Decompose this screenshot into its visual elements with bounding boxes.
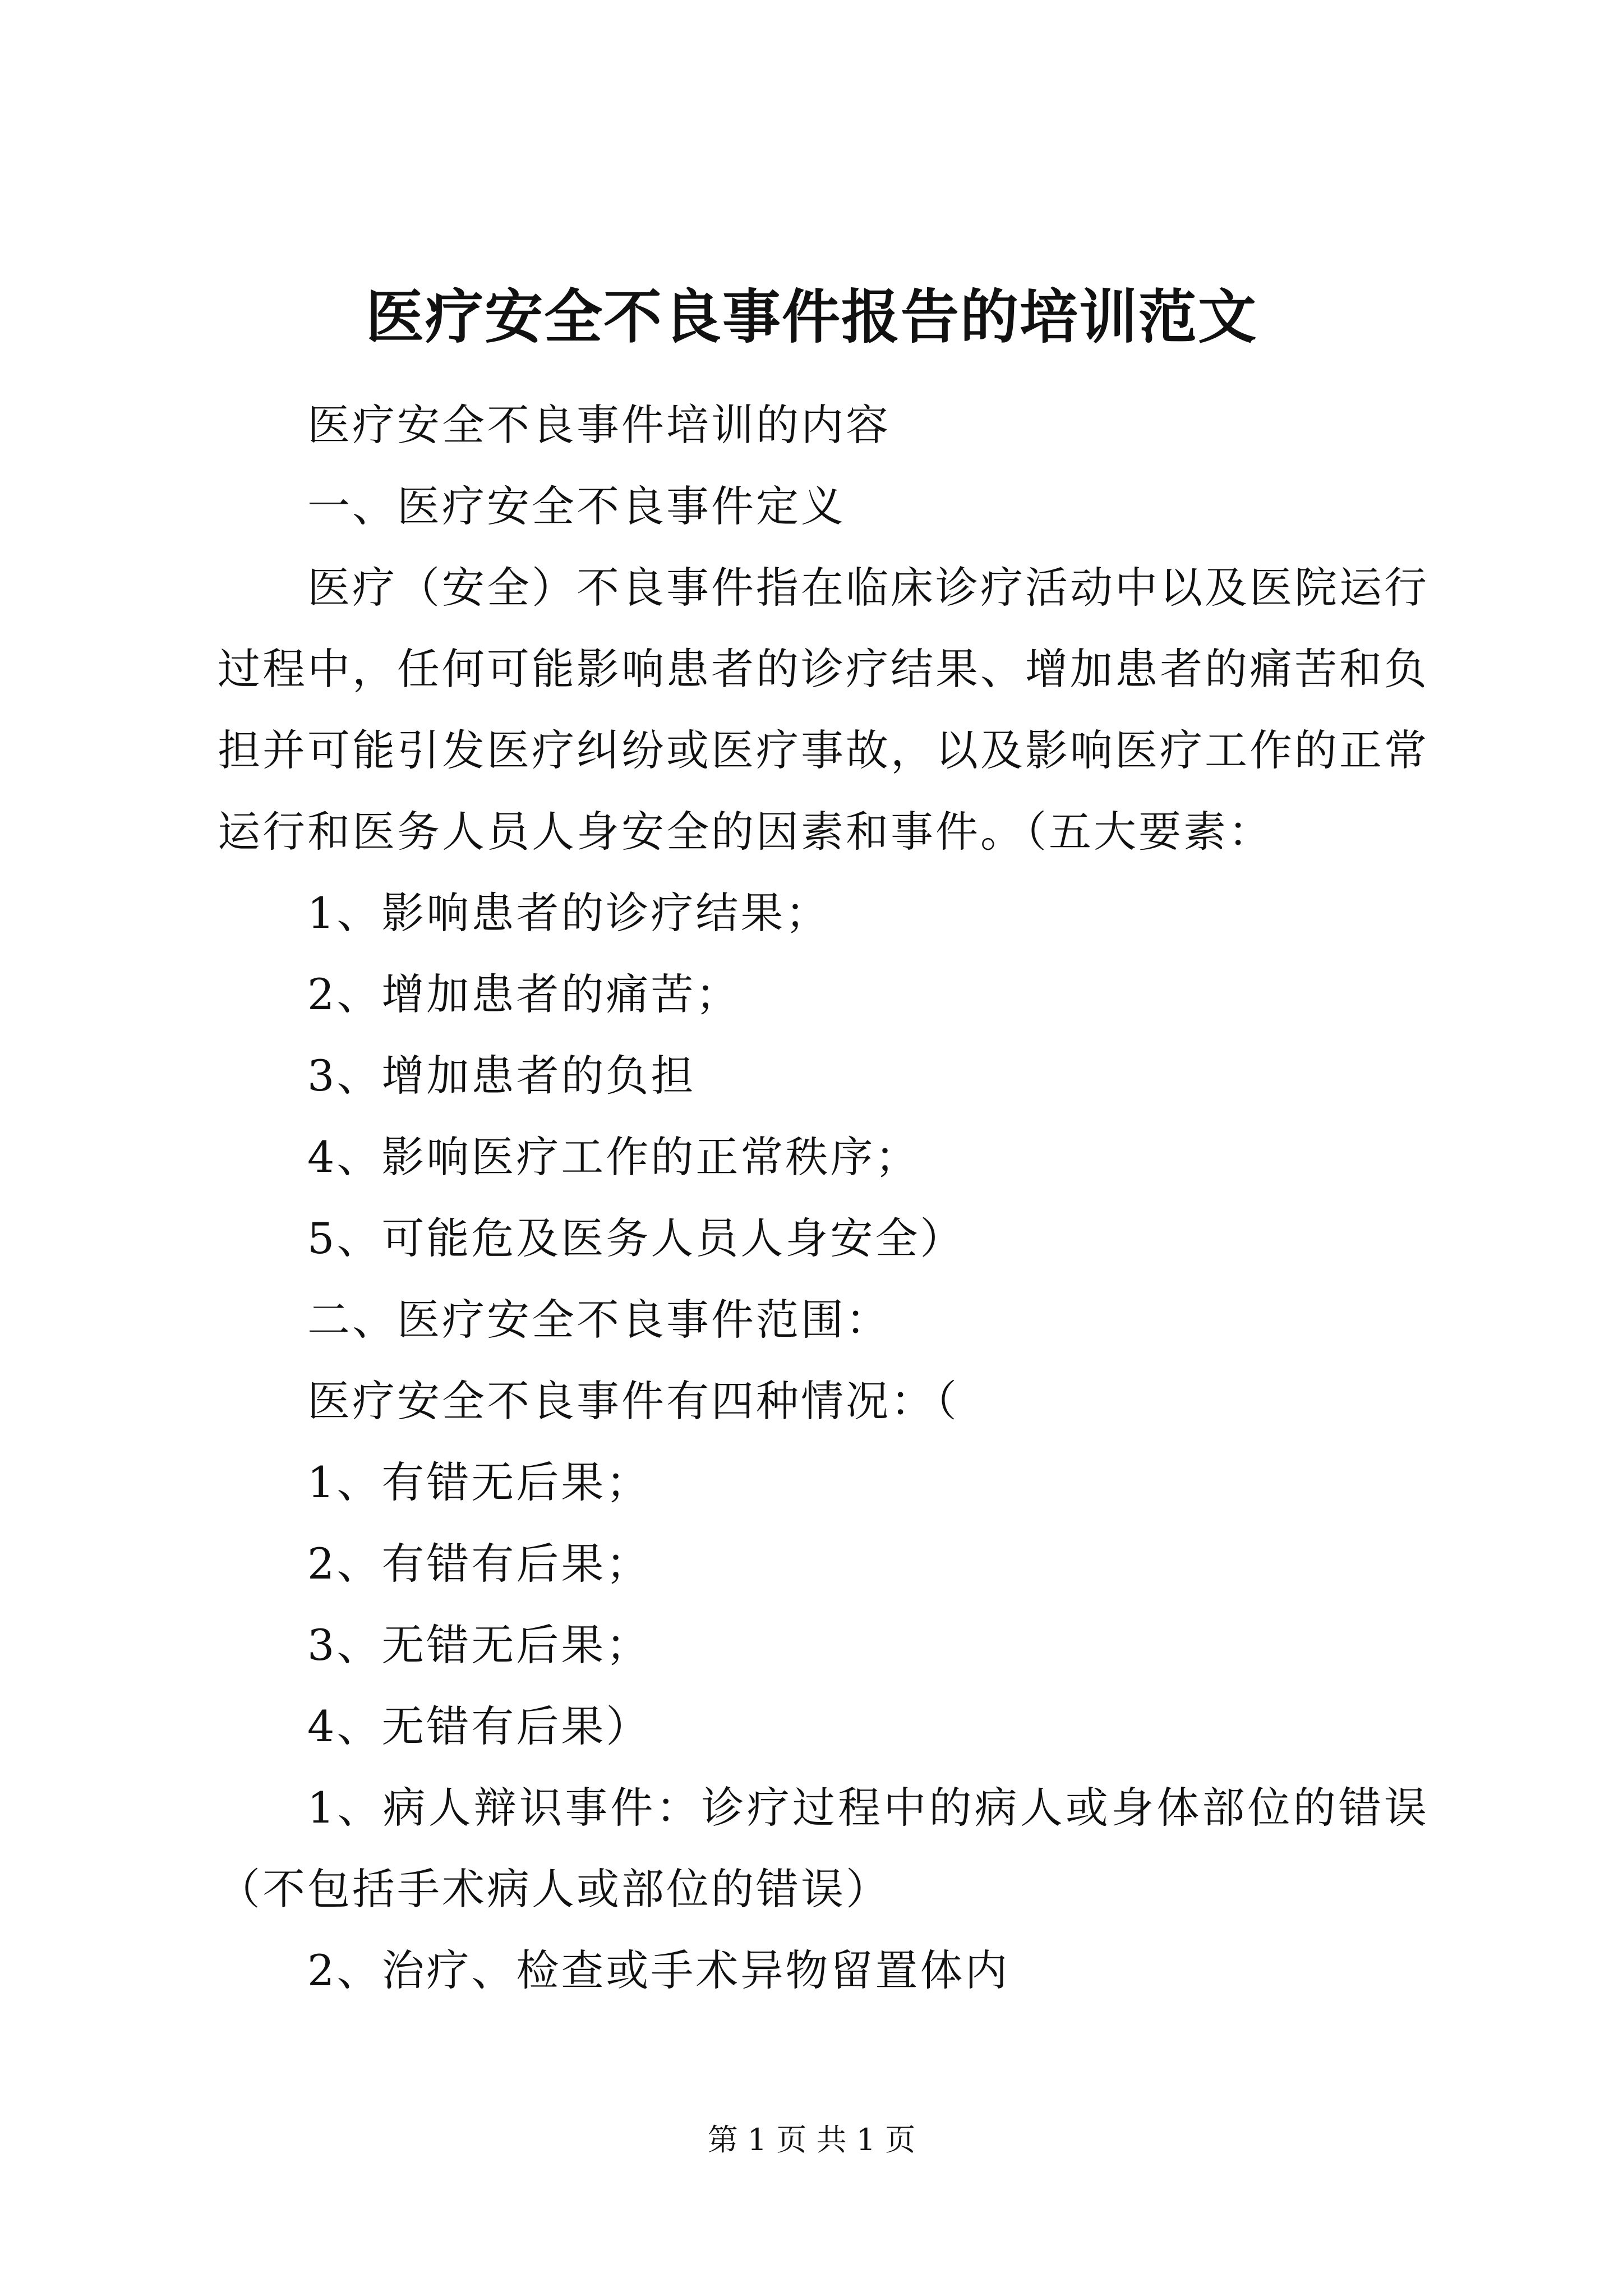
paragraph-5: 2、增加患者的痛苦；	[307, 969, 741, 1019]
paragraph-15: 1、病人辩识事件：诊疗过程中的病人或身体部位的错误（不包括手术病人或部位的错误）	[218, 1783, 1429, 1914]
paragraph-3: 医疗（安全）不良事件指在临床诊疗活动中以及医院运行过程中，任何可能影响患者的诊疗结果、增加患者的痛苦和负担并可能引发医疗纠纷或医疗事故，以及影响医疗工作的正常运行和医务人员人身安全的因素和事件。（五大要素：	[218, 563, 1429, 857]
paragraph-16: 2、治疗、检查或手术异物留置体内	[307, 1945, 1010, 1995]
paragraph-6: 3、增加患者的负担	[307, 1051, 696, 1101]
paragraph-14: 4、无错有后果）	[307, 1701, 651, 1751]
paragraph-13: 3、无错无后果；	[307, 1620, 651, 1670]
page-footer: 第 1 页 共 1 页	[707, 2122, 916, 2157]
paragraph-2: 一、医疗安全不良事件定义	[307, 481, 846, 531]
document-title: 医疗安全不良事件报告的培训范文	[365, 282, 1257, 351]
paragraph-9: 二、医疗安全不良事件范围：	[307, 1295, 891, 1345]
paragraph-4: 1、影响患者的诊疗结果；	[307, 888, 831, 938]
paragraph-7: 4、影响医疗工作的正常秩序；	[307, 1132, 920, 1182]
document-body	[218, 384, 1429, 2011]
paragraph-1: 医疗安全不良事件培训的内容	[307, 400, 891, 450]
paragraph-12: 2、有错有后果；	[307, 1539, 651, 1589]
paragraph-8: 5、可能危及医务人员人身安全）	[307, 1213, 965, 1263]
paragraph-11: 1、有错无后果；	[307, 1457, 651, 1507]
paragraph-10: 医疗安全不良事件有四种情况：（	[307, 1376, 959, 1426]
